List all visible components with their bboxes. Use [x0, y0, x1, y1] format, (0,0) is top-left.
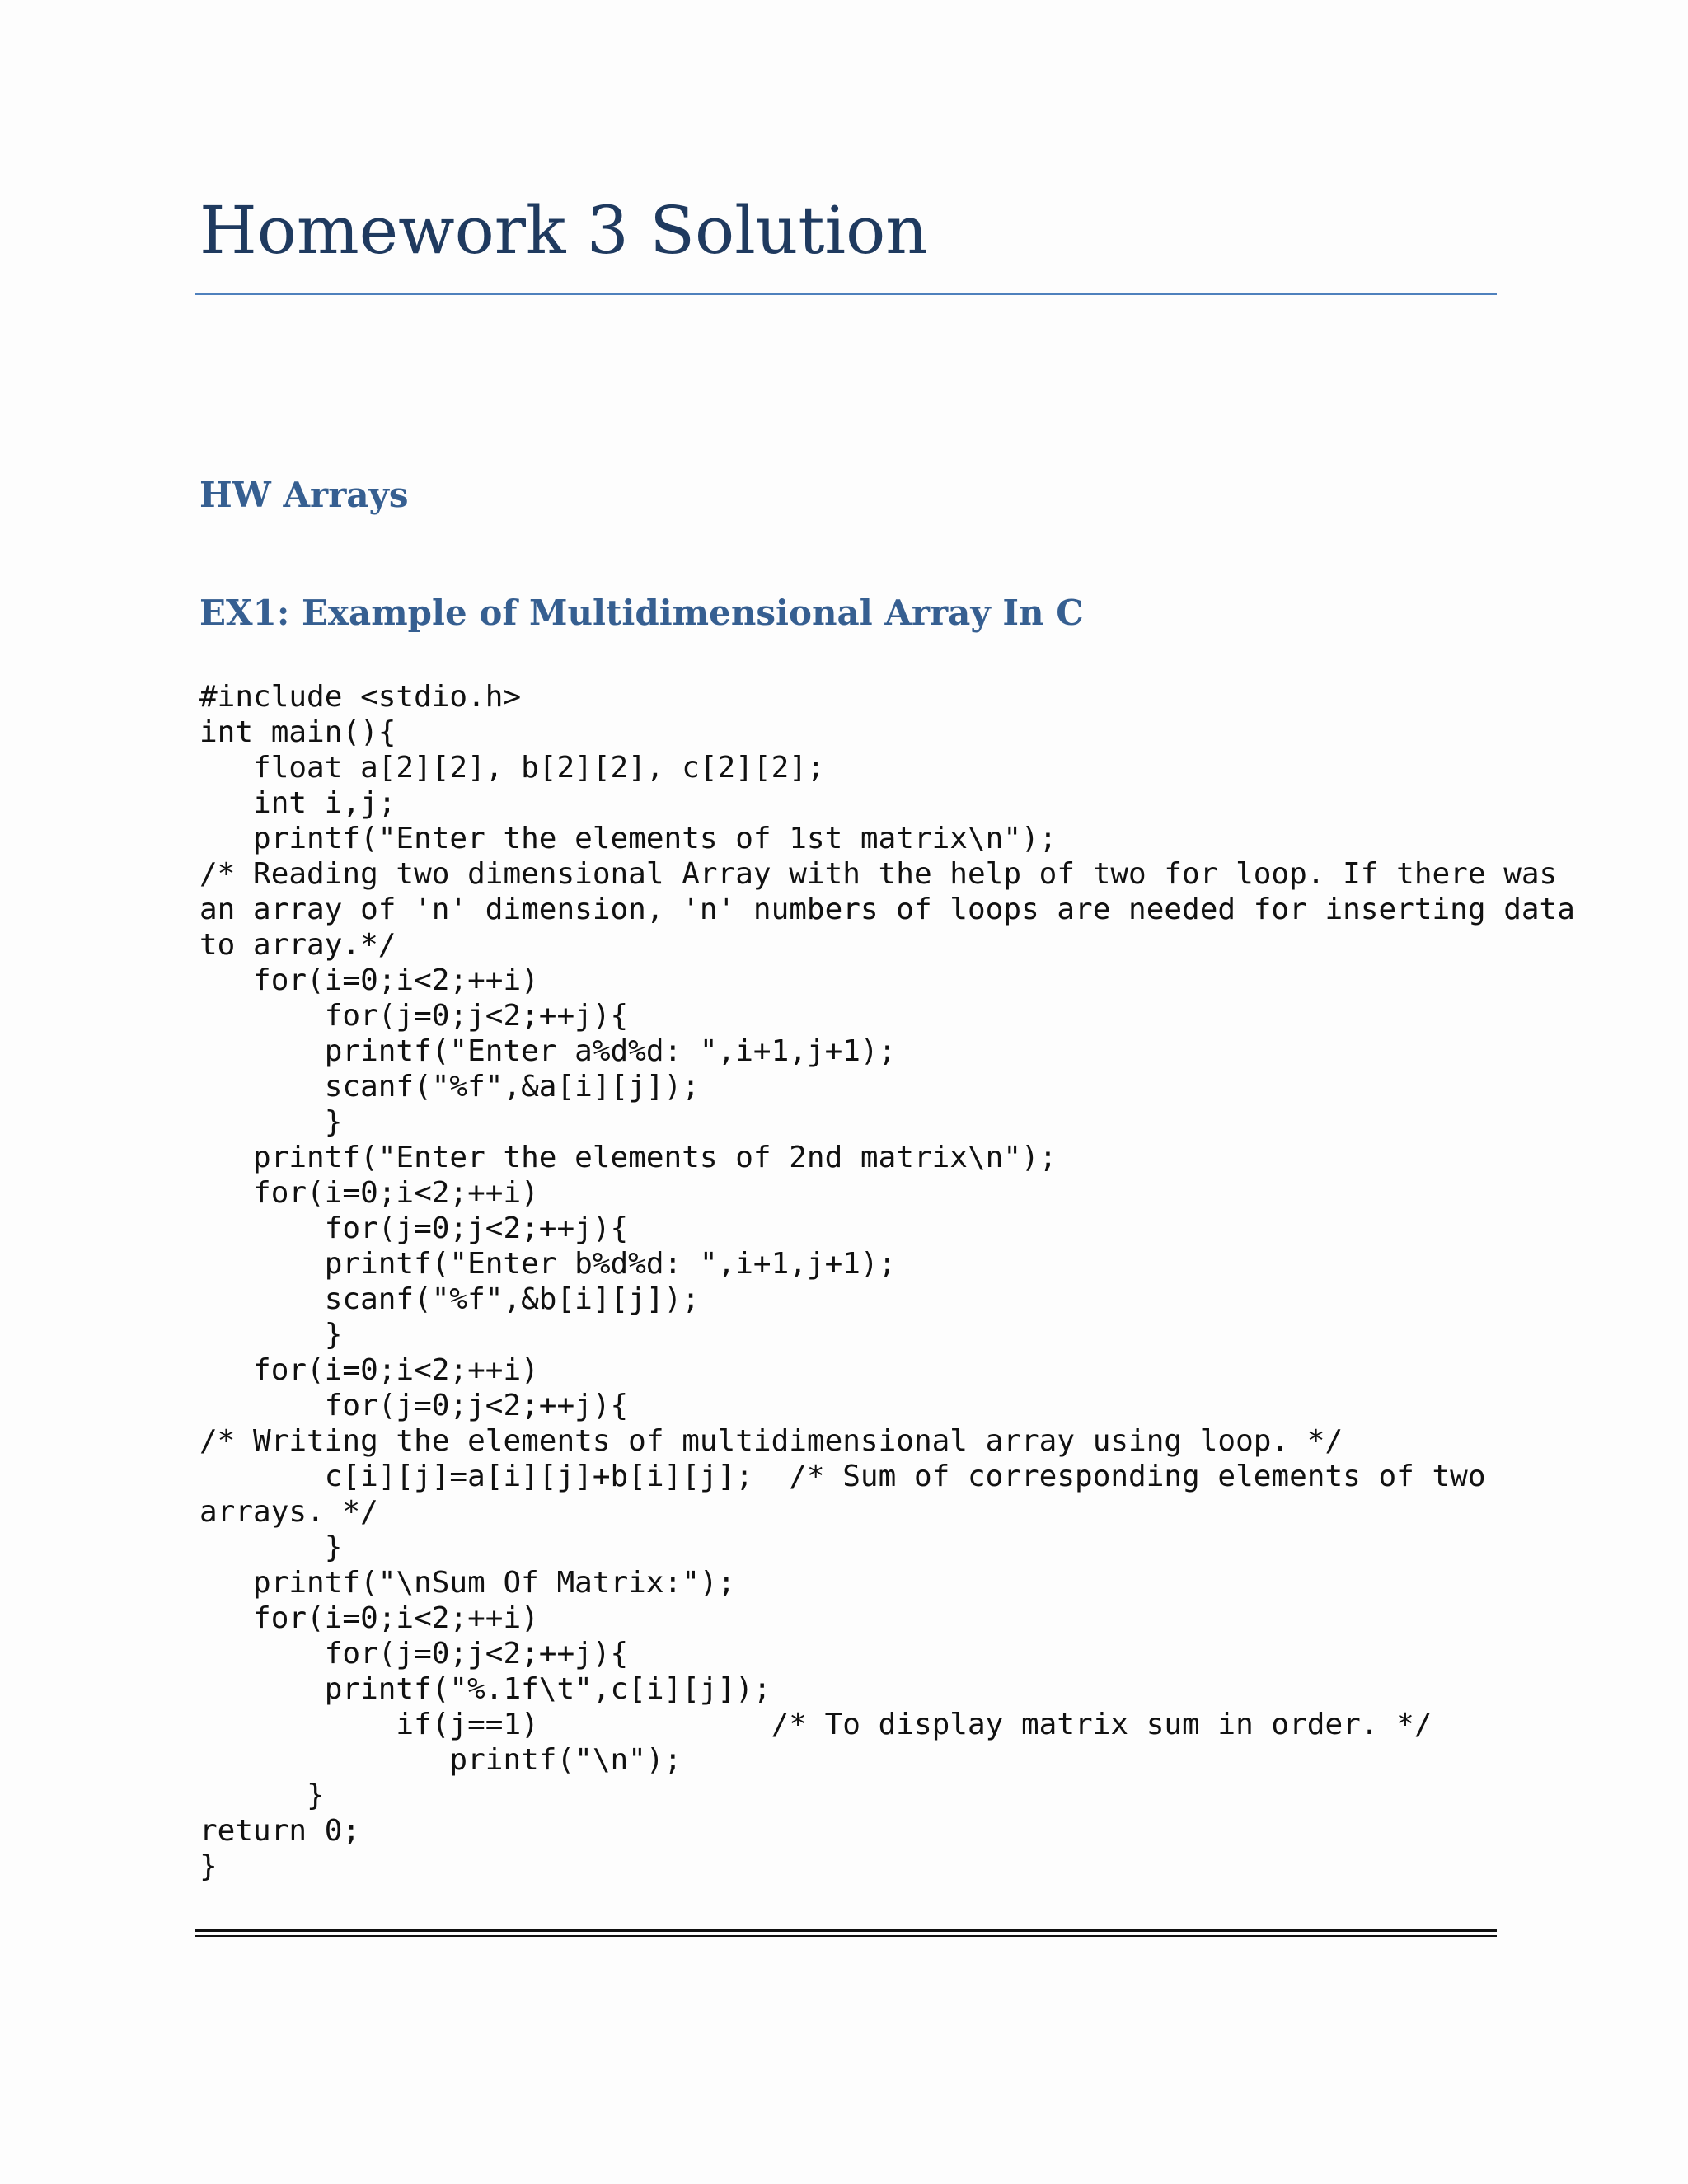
- code-line: }: [199, 1105, 343, 1139]
- code-line: for(j=0;j<2;++j){: [199, 999, 629, 1033]
- code-line: for(i=0;i<2;++i): [199, 1601, 539, 1635]
- code-line: /* Reading two dimensional Array with the help of two for loop. If there was: [199, 857, 1558, 891]
- code-line: scanf("%f",&b[i][j]);: [199, 1282, 700, 1316]
- code-line: c[i][j]=a[i][j]+b[i][j]; /* Sum of corresponding elements of two: [199, 1460, 1486, 1493]
- code-line: for(i=0;i<2;++i): [199, 1176, 539, 1210]
- code-line: for(i=0;i<2;++i): [199, 963, 539, 997]
- bottom-divider-thin: [195, 1935, 1497, 1937]
- code-line: for(j=0;j<2;++j){: [199, 1637, 629, 1671]
- code-line: if(j==1) /* To display matrix sum in order. */: [199, 1708, 1432, 1741]
- code-line: }: [199, 1318, 343, 1352]
- code-line: }: [199, 1530, 343, 1564]
- code-line: printf("Enter a%d%d: ",i+1,j+1);: [199, 1034, 897, 1068]
- code-line: float a[2][2], b[2][2], c[2][2];: [199, 751, 825, 785]
- code-line: }: [199, 1849, 218, 1883]
- code-line: printf("\n");: [199, 1743, 682, 1777]
- code-line: printf("Enter the elements of 1st matrix\n");: [199, 822, 1057, 855]
- code-line: an array of 'n' dimension, 'n' numbers of loops are needed for inserting data: [199, 893, 1575, 926]
- code-line: return 0;: [199, 1814, 361, 1848]
- code-line: for(j=0;j<2;++j){: [199, 1212, 629, 1245]
- code-line: to array.*/: [199, 928, 396, 962]
- document-title: Homework 3 Solution: [199, 192, 928, 269]
- bottom-divider: [195, 1929, 1497, 1932]
- code-line: for(i=0;i<2;++i): [199, 1353, 539, 1387]
- code-line: arrays. */: [199, 1495, 378, 1529]
- code-line: int i,j;: [199, 786, 396, 820]
- code-line: printf("\nSum Of Matrix:");: [199, 1566, 736, 1600]
- code-line: printf("Enter b%d%d: ",i+1,j+1);: [199, 1247, 897, 1281]
- code-line: scanf("%f",&a[i][j]);: [199, 1070, 700, 1104]
- code-line: printf("Enter the elements of 2nd matrix\n");: [199, 1141, 1057, 1174]
- section-heading: HW Arrays: [199, 475, 409, 515]
- title-underline: [195, 293, 1497, 295]
- code-block: [199, 679, 1575, 1884]
- code-line: }: [199, 1779, 325, 1812]
- code-line: printf("%.1f\t",c[i][j]);: [199, 1672, 771, 1706]
- code-line: /* Writing the elements of multidimensional array using loop. */: [199, 1424, 1343, 1458]
- exercise-heading: EX1: Example of Multidimensional Array In C: [199, 593, 1084, 633]
- code-line: for(j=0;j<2;++j){: [199, 1389, 629, 1422]
- code-line: #include <stdio.h>: [199, 680, 522, 714]
- code-line: int main(){: [199, 715, 396, 749]
